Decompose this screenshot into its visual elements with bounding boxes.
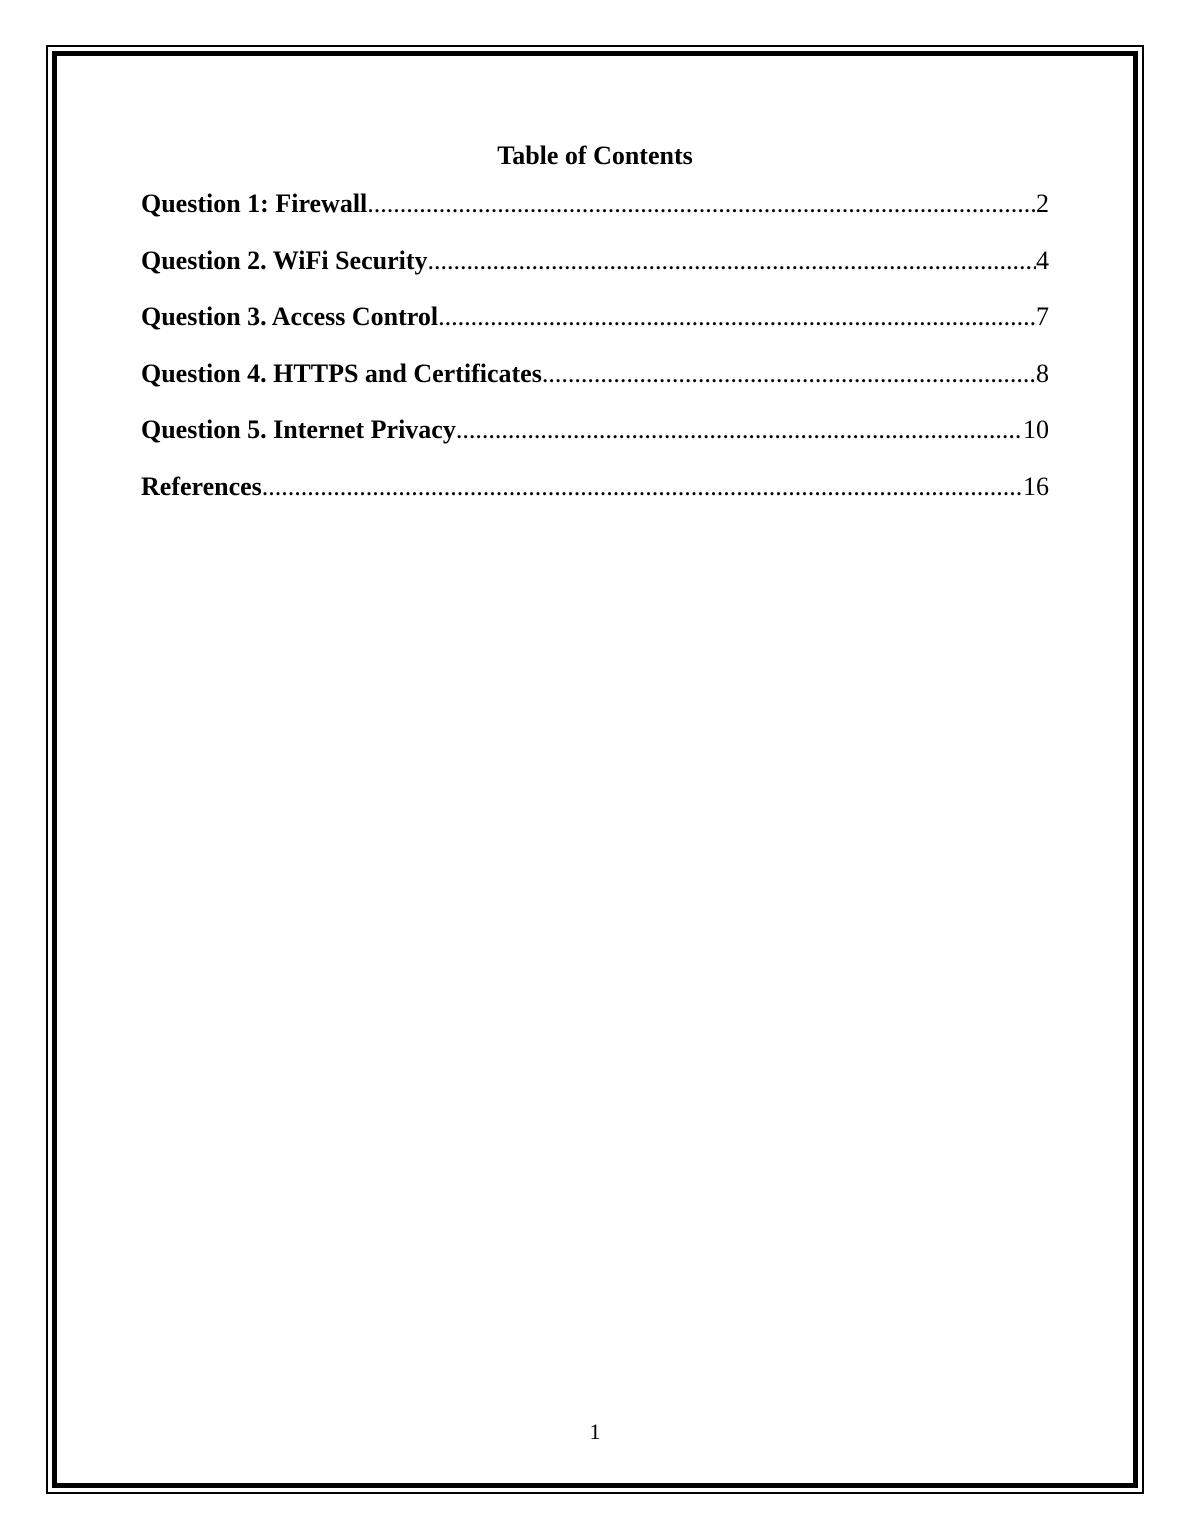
toc-entry-page[interactable]: 8 bbox=[1036, 358, 1049, 388]
toc-entry-page[interactable]: 10 bbox=[1023, 415, 1049, 444]
toc-entry-label[interactable]: Question 3. Access Control bbox=[141, 302, 439, 331]
toc-dot-leader bbox=[438, 300, 1036, 334]
toc-entry-question-2[interactable] bbox=[141, 244, 1049, 301]
toc-dot-leader bbox=[542, 357, 1036, 391]
toc-entry-label[interactable]: Question 5. Internet Privacy bbox=[141, 415, 456, 444]
toc-entry-page[interactable]: 7 bbox=[1036, 302, 1049, 331]
toc-dot-leader bbox=[456, 413, 1023, 447]
toc-dot-leader bbox=[367, 187, 1036, 221]
toc-entry-page[interactable]: 4 bbox=[1036, 245, 1049, 275]
toc-entry-label[interactable]: References bbox=[141, 471, 262, 501]
toc-entry-label[interactable]: Question 2. WiFi Security bbox=[141, 245, 428, 275]
toc-entry-question-1[interactable] bbox=[141, 187, 1049, 244]
toc-dot-leader bbox=[428, 244, 1037, 278]
toc-heading: Table of Contents bbox=[497, 141, 693, 170]
toc-entry-question-4[interactable] bbox=[141, 357, 1049, 414]
toc-entry-references[interactable] bbox=[141, 470, 1049, 527]
toc-entry-question-5[interactable] bbox=[141, 413, 1049, 470]
toc-entry-label[interactable]: Question 4. HTTPS and Certificates bbox=[141, 358, 542, 388]
toc-dot-leader bbox=[262, 470, 1023, 504]
page-number: 1 bbox=[589, 1419, 601, 1444]
toc-entry-page[interactable]: 16 bbox=[1023, 471, 1049, 501]
toc-entry-page[interactable]: 2 bbox=[1036, 189, 1049, 218]
table-of-contents bbox=[141, 187, 1049, 526]
toc-entry-label[interactable]: Question 1: Firewall bbox=[141, 189, 368, 218]
toc-entry-question-3[interactable] bbox=[141, 300, 1049, 357]
